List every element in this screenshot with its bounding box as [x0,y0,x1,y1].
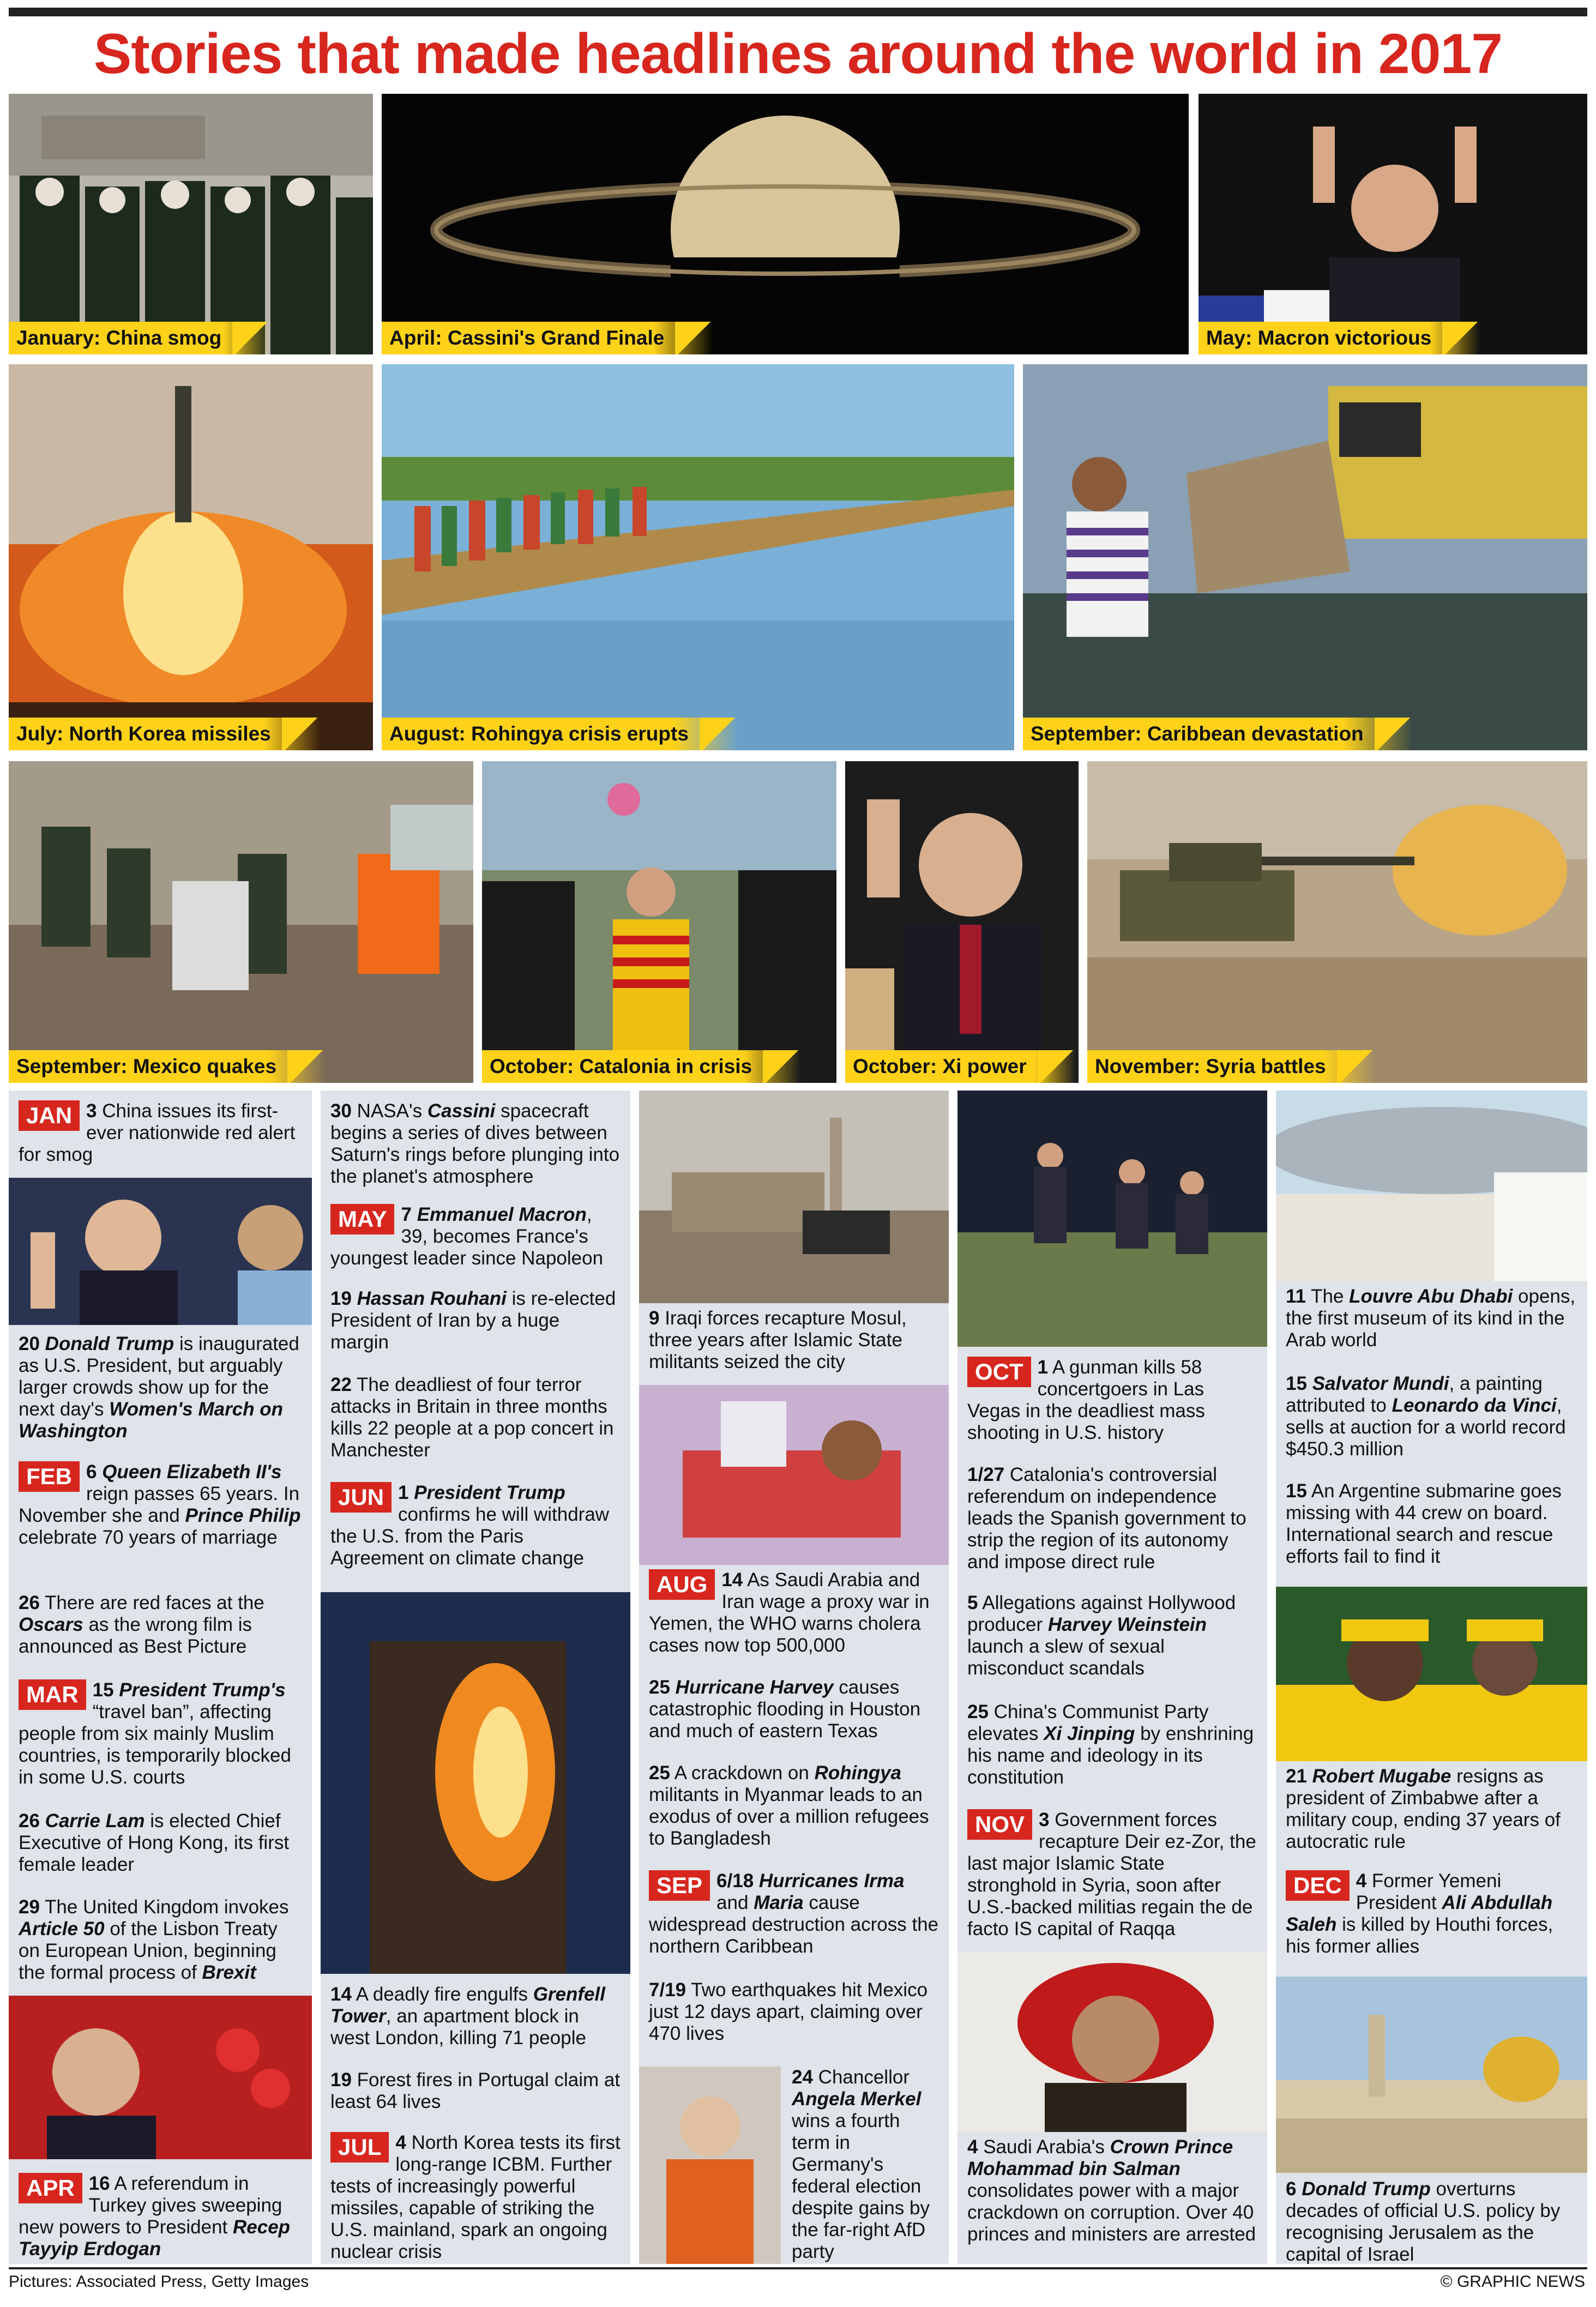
month-tag: JUN [330,1482,392,1513]
entry-feb-6: FEB 6 Queen Elizabeth II's reign passes 65 years. In November she and Prince Philip celebrate 70 years of marriage [19,1461,301,1548]
column-jul-sep [639,1091,949,2264]
entry-mar-29: 29 The United Kingdom invokes Article 50 of the Lisbon Treaty on European Union, beginning the formal process of Brexit [19,1896,289,1983]
entry-may-7: MAY 7 Emmanuel Macron, 39, becomes France's youngest leader since Napoleon [330,1204,604,1269]
photo-syria [1087,761,1587,1083]
month-tag: JUL [330,2132,389,2163]
entry-sep-7-19: 7/19 Two earthquakes hit Mexico just 12 days apart, claiming over 470 lives [649,1979,928,2044]
column-oct-nov [957,1091,1267,2264]
photo-rohingya [382,364,1014,750]
photo-mosul [639,1091,949,1303]
china-smog-image [9,94,373,354]
entry-aug-25-harvey: 25 Hurricane Harvey causes catastrophic flooding in Houston and much of eastern Texas [649,1677,921,1742]
month-tag: SEP [649,1870,710,1901]
photo-caribbean [1023,364,1587,750]
month-tag: OCT [967,1357,1031,1387]
entry-nov-11: 11 The Louvre Abu Dhabi opens, the first museum of its kind in the Arab world [1286,1286,1576,1351]
rohingya-image [382,364,1014,750]
entry-aug-14: AUG 14 As Saudi Arabia and Iran wage a proxy war in Yemen, the WHO warns cholera cases now top 500,000 [649,1569,930,1656]
macron-image [1198,94,1587,354]
entry-nov-21: 21 Robert Mugabe resigns as president of Zimbabwe after a military coup, ending 37 years of autocratic rule [1286,1766,1561,1852]
entry-oct-1: OCT 1 A gunman kills 58 concertgoers in Las Vegas in the deadliest mass shooting in U.S. history [967,1357,1205,1443]
column-jan-apr [9,1091,312,2264]
month-tag: AUG [649,1569,715,1600]
entry-dec-4: DEC 4 Former Yemeni President Ali Abdullah Saleh is killed by Houthi forces, his former allies [1286,1870,1553,1957]
entry-aug-25-rohingya: 25 A crackdown on Rohingya militants in Myanmar leads to an exodus of over a million refugees to Bangladesh [649,1762,929,1849]
photo-grenfell [321,1592,630,1974]
photo-catalonia [482,761,836,1083]
entry-nov-4: 4 Saudi Arabia's Crown Prince Mohammad bin Salman consolidates power with a major crackdown on corruption. Over 40 princes and ministers are arrested [967,2136,1256,2245]
entry-oct-5: 5 Allegations against Hollywood producer Harvey Weinstein launch a slew of sexual misconduct scandals [967,1592,1236,1679]
month-tag: FEB [19,1461,80,1492]
bottom-rule [9,2267,1587,2269]
caption: January: China smog [9,322,270,354]
photo-china-smog [9,94,373,354]
entry-apr-30: 30 NASA's Cassini spacecraft begins a series of dives between Saturn's rings before plunging into the planet's atmosphere [330,1100,620,1187]
saturn-image [382,94,1189,354]
entry-jan-20: 20 Donald Trump is inaugurated as U.S. President, but arguably larger crowds show up for the next day's Women's March on Washington [19,1333,299,1442]
caption: August: Rohingya crisis erupts [382,718,738,750]
photo-jerusalem [1276,1977,1587,2173]
caption: September: Caribbean devastation [1023,718,1413,750]
photo-macron [1198,94,1587,354]
entry-sep-24: 24 Chancellor Angela Merkel wins a fourth term in Germany's federal election despite gains by the far-right AfD party [792,2067,930,2262]
month-tag: DEC [1286,1870,1350,1901]
photo-xi [845,761,1079,1083]
entry-may-19: 19 Hassan Rouhani is re-elected President of Iran by a huge margin [330,1288,616,1353]
entry-jun-14: 14 A deadly fire engulfs Grenfell Tower, an apartment block in west London, killing 71 people [330,1984,605,2049]
entry-jun-19: 19 Forest fires in Portugal claim at least 64 lives [330,2069,621,2112]
page-title: Stories that made headlines around the world in 2017 [93,22,1503,86]
entry-dec-6: 6 Donald Trump overturns decades of official U.S. policy by recognising Jerusalem as the capital of Israel [1286,2178,1561,2264]
caption: July: North Korea missiles [9,718,320,750]
caption: September: Mexico quakes [9,1050,326,1083]
caption: October: Catalonia in crisis [482,1050,801,1083]
entry-sep-6-18: SEP 6/18 Hurricanes Irma and Maria cause widespread destruction across the northern Caribbean [649,1870,939,1957]
photo-mohammad-bin-salman [957,1952,1267,2132]
entry-nov-15-submarine: 15 An Argentine submarine goes missing with 44 crew on board. International search and rescue efforts fail to find it [1286,1480,1562,1567]
photo-louvre-abu-dhabi [1276,1091,1587,1281]
entry-nov-15-painting: 15 Salvator Mundi, a painting attributed to Leonardo da Vinci, sells at auction for a world record $450.3 million [1286,1373,1566,1460]
month-tag: MAY [330,1204,394,1234]
caption: October: Xi power [845,1050,1076,1083]
entry-nov-3: NOV 3 Government forces recapture Deir ez-Zor, the last major Islamic State stronghold in Syria, soon after U.S.-backed militias regain the de facto IS capital of Raqqa [967,1809,1256,1939]
photo-mugabe [1276,1587,1587,1761]
caribbean-image [1023,364,1587,750]
entry-may-22: 22 The deadliest of four terror attacks in Britain in three months kills 22 people at a pop concert in Manchester [330,1374,614,1461]
month-tag: APR [19,2173,82,2203]
photo-merkel [639,2067,781,2264]
entry-feb-26: 26 There are red faces at the Oscars as the wrong film is announced as Best Picture [19,1592,264,1657]
catalonia-image [482,761,836,1083]
photo-cassini [382,94,1189,354]
month-tag: MAR [19,1679,86,1710]
caption: April: Cassini's Grand Finale [382,322,713,354]
top-rule [9,8,1587,16]
caption: May: Macron victorious [1198,322,1480,354]
entry-apr-16: APR 16 A referendum in Turkey gives sweeping new powers to President Recep Tayyip Erdogan [19,2173,291,2260]
month-tag: JAN [19,1100,80,1131]
photo-mexico-quakes [9,761,473,1083]
month-tag: NOV [967,1809,1032,1840]
entry-mar-26: 26 Carrie Lam is elected Chief Executive of Hong Kong, its first female leader [19,1810,290,1875]
picture-credits: Pictures: Associated Press, Getty Images [9,2273,309,2291]
mexico-image [9,761,473,1083]
entry-oct-25: 25 China's Communist Party elevates Xi Jinping by enshrining his name and ideology in its constitution [967,1701,1254,1788]
entry-mar-15: MAR 15 President Trump's “travel ban”, affecting people from six mainly Muslim countries, is temporarily blocked in some U.S. courts [19,1679,291,1788]
missile-image [9,364,373,750]
entry-oct-1-27: 1/27 Catalonia's controversial referendum on independence leads the Spanish government to strip the region of its autonomy and impose direct rule [967,1464,1246,1573]
xi-image [845,761,1079,1083]
entry-jun-1: JUN 1 President Trump confirms he will withdraw the U.S. from the Paris Agreement on climate change [330,1482,610,1569]
photo-north-korea [9,364,373,750]
caption: November: Syria battles [1087,1050,1375,1083]
entry-jul-4: JUL 4 North Korea tests its first long-range ICBM. Further tests of increasingly powerful missiles, capable of striking the U.S. mainland, spark an ongoing nuclear crisis [330,2132,621,2262]
column-apr-jul [321,1091,630,2264]
syria-image [1087,761,1587,1083]
entry-jul-9: 9 Iraqi forces recapture Mosul, three years after Islamic State militants seized the city [649,1308,907,1372]
photo-yemen-cholera [639,1385,949,1565]
photo-erdogan [9,1996,312,2159]
copyright-brand: © GRAPHIC NEWS [1440,2273,1585,2291]
column-nov-dec [1276,1091,1587,2264]
photo-trump-inauguration [9,1178,312,1325]
entry-jan-3: JAN 3 China issues its first-ever nationwide red alert for smog [19,1100,296,1165]
photo-las-vegas [957,1091,1267,1347]
